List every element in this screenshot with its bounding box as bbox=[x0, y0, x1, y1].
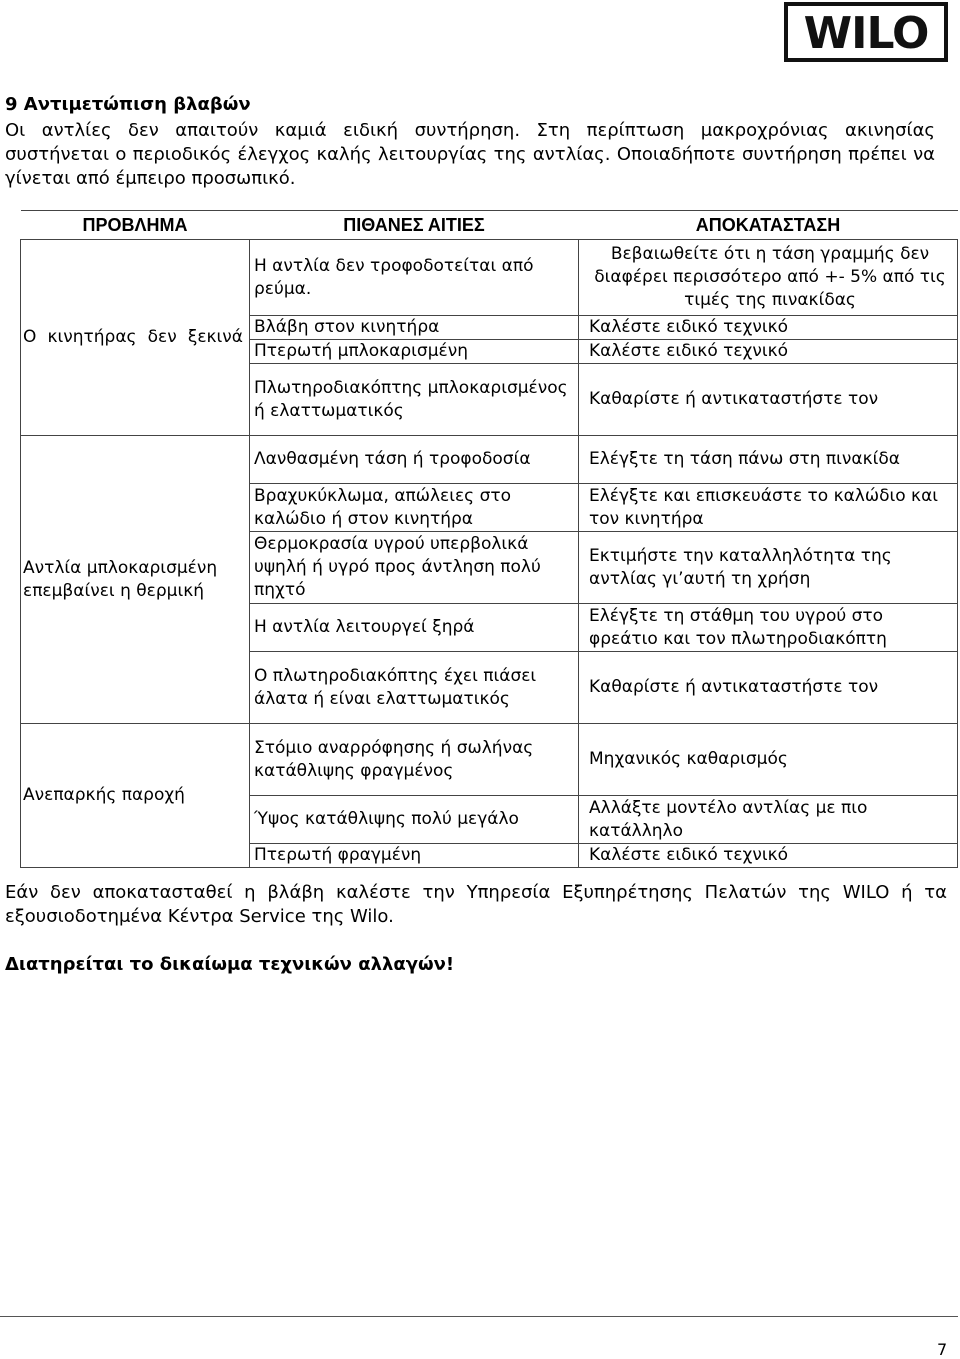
cause-cell: Βραχυκύκλωμα, απώλειες στο καλώδιο ή στον κινητήρα bbox=[250, 484, 579, 532]
problem-cell bbox=[21, 240, 250, 436]
remedy-cell: Ελέγξτε και επισκευάστε το καλώδιο και τον κινητήρα bbox=[579, 484, 958, 532]
intro-paragraph: Οι αντλίες δεν απαιτούν καμιά ειδική συντήρηση. Στη περίπτωση μακροχρόνιας ακινησίας συστήνεται ο περιοδικός έλεγχος καλής λειτουργίας της αντλίας. Οποιαδήποτε συντήρηση πρέπει να γίνεται από έμπειρο προσωπικό. bbox=[5, 120, 935, 189]
footer-divider bbox=[0, 1316, 958, 1317]
table-row bbox=[21, 240, 958, 316]
cause-cell: Στόμιο αναρρόφησης ή σωλήνας κατάθλιψης φραγμένος bbox=[250, 724, 579, 796]
wilo-logo-mark bbox=[791, 8, 941, 56]
column-header-remedy: ΑΠΟΚΑΤΑΣΤΑΣΗ bbox=[579, 211, 958, 240]
section-heading: 9 Αντιμετώπιση βλαβών bbox=[5, 94, 251, 115]
remedy-cell: Καθαρίστε ή αντικαταστήστε τον bbox=[579, 652, 958, 724]
logo-text: WILO bbox=[803, 8, 929, 56]
table-header-row bbox=[21, 211, 958, 240]
troubleshooting-table bbox=[20, 210, 958, 868]
remedy-cell: Αλλάξτε μοντέλο αντλίας με πιο κατάλληλο bbox=[579, 796, 958, 844]
rights-reserved-note: Διατηρείται το δικαίωμα τεχνικών αλλαγών! bbox=[5, 954, 455, 975]
table-row bbox=[21, 436, 958, 484]
column-header-problem: ΠΡΟΒΛΗΜΑ bbox=[21, 211, 250, 240]
cause-cell: Η αντλία δεν τροφοδοτείται από ρεύμα. bbox=[250, 240, 579, 316]
cause-cell: Πτερωτή φραγμένη bbox=[250, 844, 579, 868]
remedy-cell: Καθαρίστε ή αντικαταστήστε τον bbox=[579, 364, 958, 436]
remedy-cell: Καλέστε ειδικό τεχνικό bbox=[579, 844, 958, 868]
cause-cell: Η αντλία λειτουργεί ξηρά bbox=[250, 604, 579, 652]
remedy-cell: Καλέστε ειδικό τεχνικό bbox=[579, 316, 958, 340]
remedy-cell: Ελέγξτε τη στάθμη του υγρού στο φρεάτιο και τον πλωτηροδιακόπτη bbox=[579, 604, 958, 652]
wilo-logo bbox=[784, 2, 948, 62]
remedy-cell: Εκτιμήστε την καταλληλότητα της αντλίας γι’αυτή τη χρήση bbox=[579, 532, 958, 604]
cause-cell: Πτερωτή μπλοκαρισμένη bbox=[250, 340, 579, 364]
remedy-cell: Καλέστε ειδικό τεχνικό bbox=[579, 340, 958, 364]
cause-cell: Λανθασμένη τάση ή τροφοδοσία bbox=[250, 436, 579, 484]
service-note: Εάν δεν αποκατασταθεί η βλάβη καλέστε την Υπηρεσία Εξυπηρέτησης Πελατών της WILO ή τα εξουσιοδοτημένα Κέντρα Service της Wilo. bbox=[5, 882, 947, 927]
problem-cell: Ανεπαρκής παροχή bbox=[21, 724, 250, 868]
cause-cell: Βλάβη στον κινητήρα bbox=[250, 316, 579, 340]
remedy-cell: Βεβαιωθείτε ότι η τάση γραμμής δεν διαφέρει περισσότερο από +- 5% από τις τιμές της πινακίδας bbox=[579, 240, 958, 316]
cause-cell: Θερμοκρασία υγρού υπερβολικά υψηλή ή υγρό προς άντληση πολύ πηχτό bbox=[250, 532, 579, 604]
cause-cell: Ο πλωτηροδιακόπτης έχει πιάσει άλατα ή είναι ελαττωματικός bbox=[250, 652, 579, 724]
cause-cell: Ύψος κατάθλιψης πολύ μεγάλο bbox=[250, 796, 579, 844]
column-header-causes: ΠΙΘΑΝΕΣ ΑΙΤΙΕΣ bbox=[250, 211, 579, 240]
remedy-cell: Μηχανικός καθαρισμός bbox=[579, 724, 958, 796]
remedy-cell: Ελέγξτε τη τάση πάνω στη πινακίδα bbox=[579, 436, 958, 484]
problem-text: Ο κινητήρας δεν ξεκινά bbox=[23, 327, 243, 347]
cause-cell: Πλωτηροδιακόπτης μπλοκαρισμένος ή ελαττωματικός bbox=[250, 364, 579, 436]
page-number: 7 bbox=[937, 1340, 948, 1359]
table-row bbox=[21, 724, 958, 796]
problem-cell: Αντλία μπλοκαρισμένη επεμβαίνει η θερμική bbox=[21, 436, 250, 724]
